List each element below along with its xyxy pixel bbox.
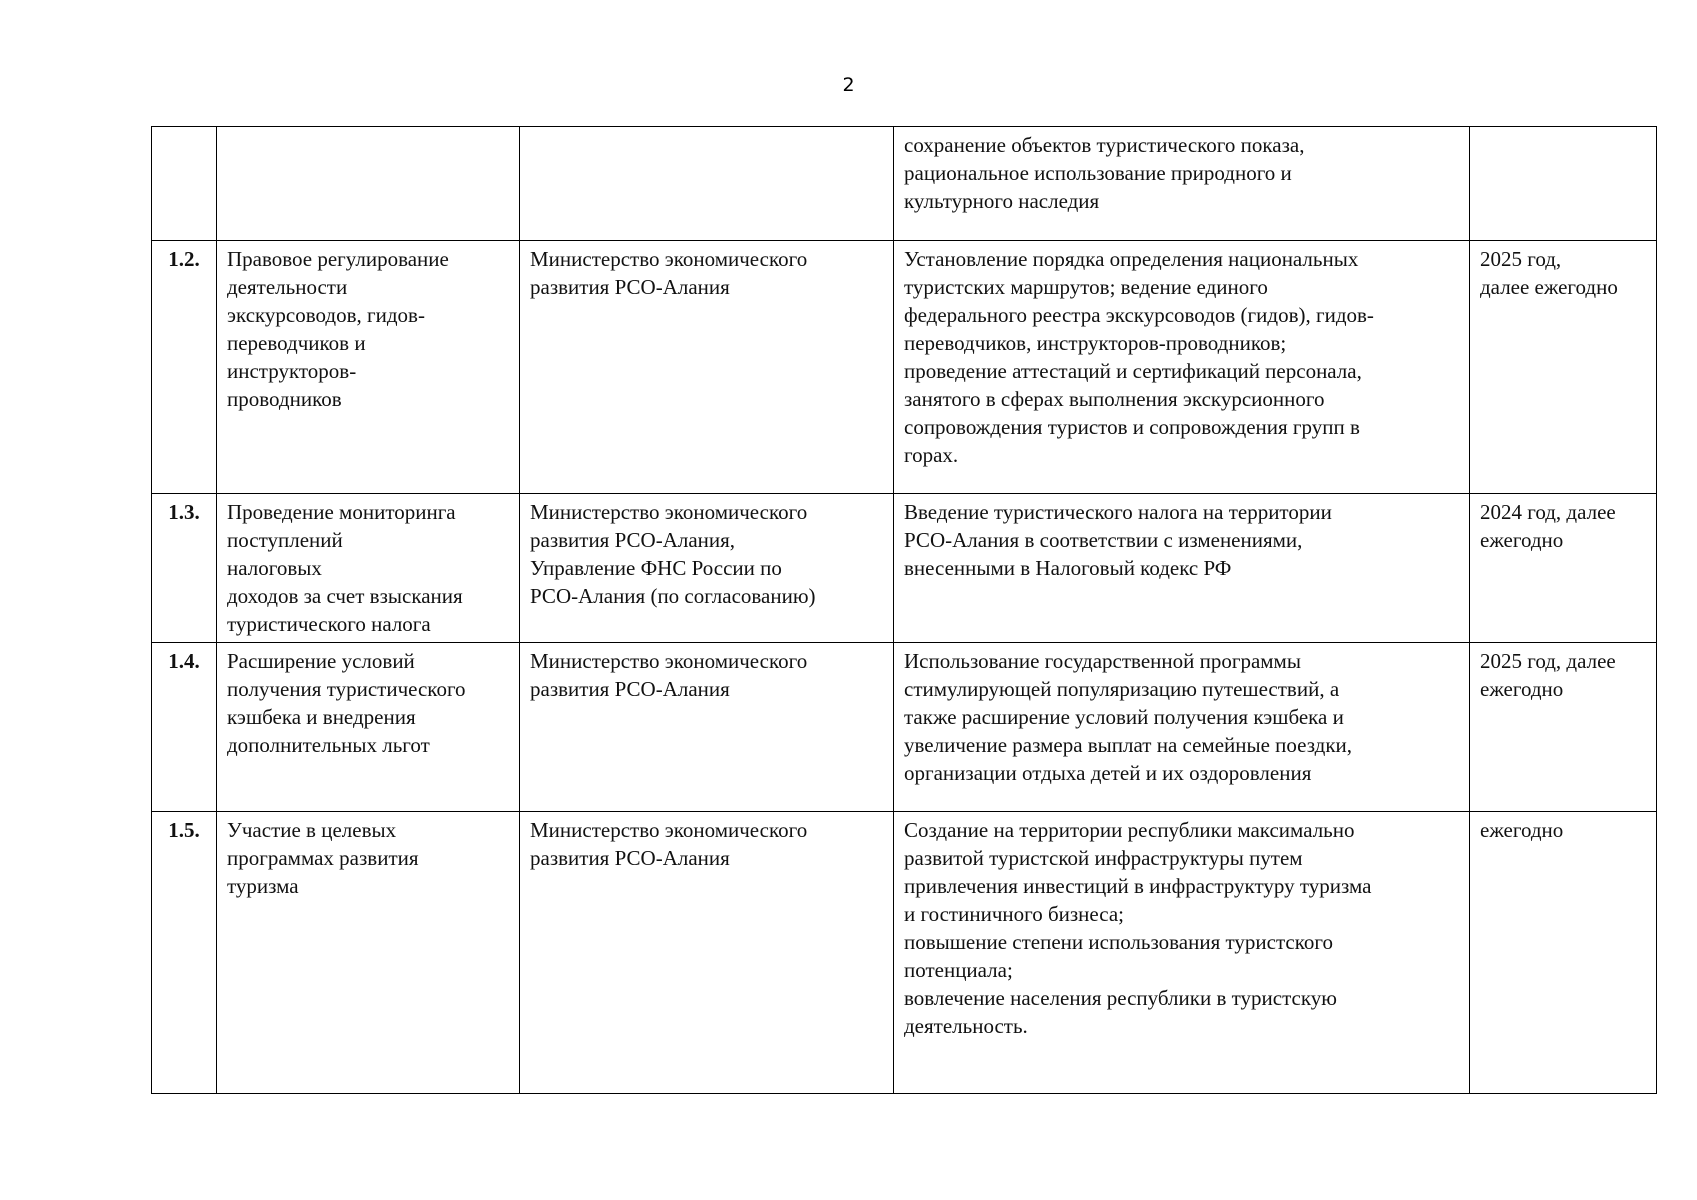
result-cell bbox=[894, 643, 1470, 812]
deadline-line: ежегодно bbox=[1480, 677, 1564, 701]
activity-cell bbox=[217, 494, 520, 643]
deadline-cell bbox=[1470, 241, 1657, 494]
result-line: Установление порядка определения национальных bbox=[904, 247, 1359, 271]
result-line: рациональное использование природного и bbox=[904, 161, 1292, 185]
executor-line: Министерство экономического bbox=[530, 649, 808, 673]
result-line: вовлечение населения республики в туристскую bbox=[904, 986, 1337, 1010]
deadline-cell bbox=[1470, 643, 1657, 812]
result-line: Использование государственной программы bbox=[904, 649, 1301, 673]
deadline-cell bbox=[1470, 127, 1657, 241]
activity-line: получения туристического bbox=[227, 677, 466, 701]
activity-line: Правовое регулирование bbox=[227, 247, 449, 271]
executor-line: развития РСО-Алания bbox=[530, 275, 730, 299]
activity-line: деятельности bbox=[227, 275, 348, 299]
result-line: Создание на территории республики максимально bbox=[904, 818, 1355, 842]
activity-cell bbox=[217, 241, 520, 494]
executor-cell bbox=[520, 643, 894, 812]
activity-line: налоговых bbox=[227, 556, 322, 580]
result-cell bbox=[894, 494, 1470, 643]
table-row bbox=[152, 241, 1657, 494]
table-row bbox=[152, 127, 1657, 241]
deadline-line: далее ежегодно bbox=[1480, 275, 1618, 299]
result-line: туристских маршрутов; ведение единого bbox=[904, 275, 1268, 299]
activity-line: экскурсоводов, гидов- bbox=[227, 303, 425, 327]
activity-line: программах развития bbox=[227, 846, 419, 870]
executor-line: Министерство экономического bbox=[530, 818, 808, 842]
executor-line: Министерство экономического bbox=[530, 500, 808, 524]
result-line: привлечения инвестиций в инфраструктуру туризма bbox=[904, 874, 1372, 898]
activity-line: инструкторов- bbox=[227, 359, 357, 383]
executor-cell bbox=[520, 812, 894, 1094]
row-number bbox=[152, 127, 217, 241]
activity-line: туризма bbox=[227, 874, 299, 898]
executor-line: Управление ФНС России по bbox=[530, 556, 782, 580]
activity-line: кэшбека и внедрения bbox=[227, 705, 416, 729]
activity-cell bbox=[217, 643, 520, 812]
activity-line: Расширение условий bbox=[227, 649, 415, 673]
table-row bbox=[152, 812, 1657, 1094]
activity-line: дополнительных льгот bbox=[227, 733, 430, 757]
result-line: внесенными в Налоговый кодекс РФ bbox=[904, 556, 1232, 580]
result-cell bbox=[894, 127, 1470, 241]
deadline-cell bbox=[1470, 494, 1657, 643]
result-line: деятельность. bbox=[904, 1014, 1028, 1038]
result-cell bbox=[894, 812, 1470, 1094]
result-line: проведение аттестаций и сертификаций персонала, bbox=[904, 359, 1362, 383]
result-line: увеличение размера выплат на семейные поездки, bbox=[904, 733, 1353, 757]
activity-line: поступлений bbox=[227, 528, 343, 552]
result-line: культурного наследия bbox=[904, 189, 1100, 213]
row-number: 1.4. bbox=[152, 643, 217, 812]
executor-line: развития РСО-Алания, bbox=[530, 528, 736, 552]
row-number: 1.5. bbox=[152, 812, 217, 1094]
row-number: 1.3. bbox=[152, 494, 217, 643]
executor-line: развития РСО-Алания bbox=[530, 677, 730, 701]
table-row bbox=[152, 643, 1657, 812]
activity-line: Участие в целевых bbox=[227, 818, 397, 842]
executor-line: развития РСО-Алания bbox=[530, 846, 730, 870]
activity-line: туристического налога bbox=[227, 612, 431, 636]
result-line: и гостиничного бизнеса; bbox=[904, 902, 1124, 926]
executor-line: РСО-Алания (по согласованию) bbox=[530, 584, 816, 608]
result-cell bbox=[894, 241, 1470, 494]
deadline-cell bbox=[1470, 812, 1657, 1094]
result-line: Введение туристического налога на территории bbox=[904, 500, 1332, 524]
activity-line: переводчиков и bbox=[227, 331, 366, 355]
result-line: повышение степени использования туристского bbox=[904, 930, 1333, 954]
result-line: сохранение объектов туристического показа, bbox=[904, 133, 1305, 157]
table-row bbox=[152, 494, 1657, 643]
executor-cell bbox=[520, 127, 894, 241]
deadline-line: ежегодно bbox=[1480, 528, 1564, 552]
result-line: переводчиков, инструкторов-проводников; bbox=[904, 331, 1287, 355]
executor-line: Министерство экономического bbox=[530, 247, 808, 271]
result-line: занятого в сферах выполнения экскурсионного bbox=[904, 387, 1325, 411]
result-line: развитой туристской инфраструктуры путем bbox=[904, 846, 1303, 870]
activity-line: доходов за счет взыскания bbox=[227, 584, 463, 608]
activity-cell bbox=[217, 127, 520, 241]
result-line: горах. bbox=[904, 443, 959, 467]
result-line: федерального реестра экскурсоводов (гидов), гидов- bbox=[904, 303, 1374, 327]
result-line: потенциала; bbox=[904, 958, 1013, 982]
deadline-line: 2024 год, далее bbox=[1480, 500, 1616, 524]
measures-table bbox=[151, 126, 1657, 1094]
result-line: стимулирующей популяризацию путешествий, а bbox=[904, 677, 1340, 701]
activity-line: проводников bbox=[227, 387, 342, 411]
result-line: также расширение условий получения кэшбека и bbox=[904, 705, 1344, 729]
executor-cell bbox=[520, 241, 894, 494]
result-line: РСО-Алания в соответствии с изменениями, bbox=[904, 528, 1303, 552]
result-line: сопровождения туристов и сопровождения групп в bbox=[904, 415, 1360, 439]
activity-line: Проведение мониторинга bbox=[227, 500, 456, 524]
row-number: 1.2. bbox=[152, 241, 217, 494]
result-line: организации отдыха детей и их оздоровления bbox=[904, 761, 1312, 785]
deadline-line: 2025 год, далее bbox=[1480, 649, 1616, 673]
deadline-line: ежегодно bbox=[1480, 818, 1564, 842]
deadline-line: 2025 год, bbox=[1480, 247, 1562, 271]
page-number: 2 bbox=[842, 74, 855, 96]
executor-cell bbox=[520, 494, 894, 643]
activity-cell bbox=[217, 812, 520, 1094]
